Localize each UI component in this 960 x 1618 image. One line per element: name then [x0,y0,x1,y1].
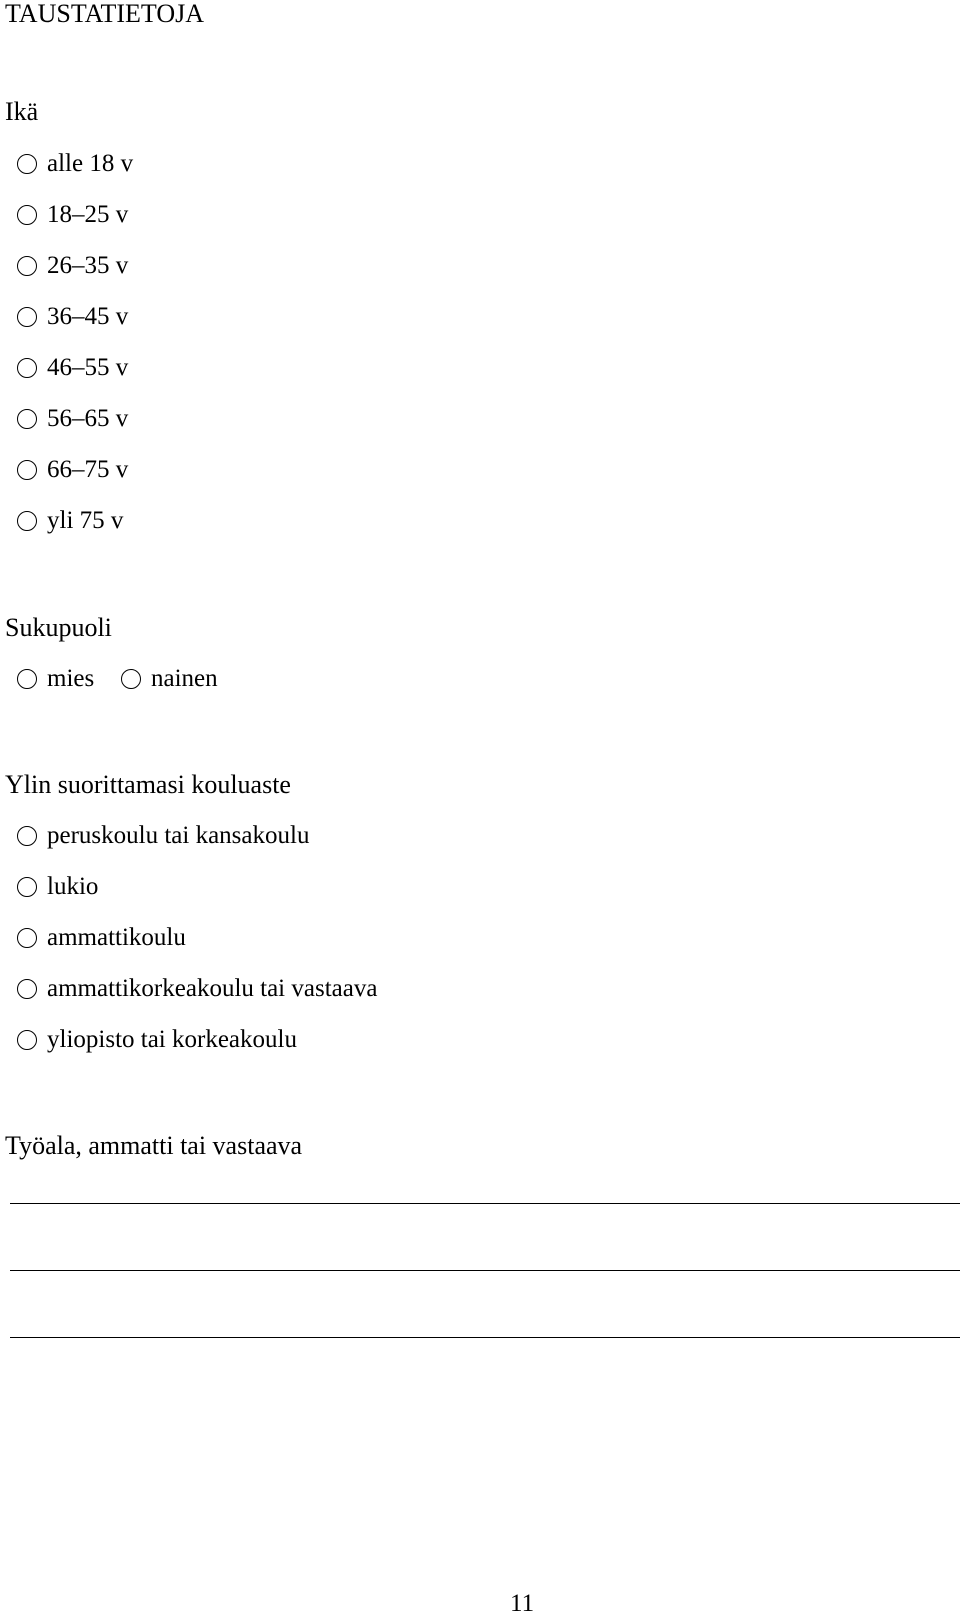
age-option-66-75[interactable] [17,456,128,484]
age-option-26-35[interactable] [17,252,128,280]
education-option-vocational-school[interactable] [17,924,186,952]
radio-button-icon[interactable] [17,205,37,225]
option-label: alle 18 v [47,150,134,177]
option-label: ammattikoulu [47,924,186,951]
radio-button-icon[interactable] [17,409,37,429]
occupation-answer-line-1[interactable] [10,1203,960,1204]
education-question-label: Ylin suorittamasi kouluaste [5,770,291,799]
radio-button-icon[interactable] [17,358,37,378]
option-label: 36–45 v [47,303,129,330]
radio-button-icon[interactable] [17,154,37,174]
age-option-18-25[interactable] [17,201,128,229]
age-option-56-65[interactable] [17,405,128,433]
radio-button-icon[interactable] [121,669,141,689]
radio-button-icon[interactable] [17,307,37,327]
radio-button-icon[interactable] [17,460,37,480]
option-label: 46–55 v [47,354,129,381]
option-label: mies [47,665,95,692]
education-option-basic-school[interactable] [17,822,309,850]
occupation-question-label: Työala, ammatti tai vastaava [5,1131,303,1160]
option-label: lukio [47,873,99,900]
age-option-under-18[interactable] [17,150,133,178]
option-label: peruskoulu tai kansakoulu [47,822,310,849]
option-label: nainen [151,665,218,692]
radio-button-icon[interactable] [17,1030,37,1050]
age-option-over-75[interactable] [17,507,123,535]
option-label: yliopisto tai korkeakoulu [47,1026,297,1053]
age-option-36-45[interactable] [17,303,128,331]
radio-button-icon[interactable] [17,979,37,999]
education-option-upper-secondary[interactable] [17,873,98,901]
radio-button-icon[interactable] [17,511,37,531]
gender-option-female[interactable] [121,665,218,693]
page-number: 11 [510,1590,535,1617]
radio-button-icon[interactable] [17,669,37,689]
option-label: 18–25 v [47,201,129,228]
age-question-label: Ikä [5,97,39,126]
gender-question-label: Sukupuoli [5,613,112,642]
radio-button-icon[interactable] [17,877,37,897]
education-option-polytechnic[interactable] [17,975,377,1003]
option-label: yli 75 v [47,507,124,534]
age-option-46-55[interactable] [17,354,128,382]
radio-button-icon[interactable] [17,256,37,276]
gender-option-male[interactable] [17,665,94,693]
radio-button-icon[interactable] [17,826,37,846]
occupation-answer-line-2[interactable] [10,1270,960,1271]
education-option-university[interactable] [17,1026,297,1054]
option-label: 66–75 v [47,456,129,483]
option-label: 56–65 v [47,405,129,432]
occupation-answer-line-3[interactable] [10,1337,960,1338]
option-label: ammattikorkeakoulu tai vastaava [47,975,378,1002]
radio-button-icon[interactable] [17,928,37,948]
page-title: TAUSTATIETOJA [5,0,205,28]
option-label: 26–35 v [47,252,129,279]
